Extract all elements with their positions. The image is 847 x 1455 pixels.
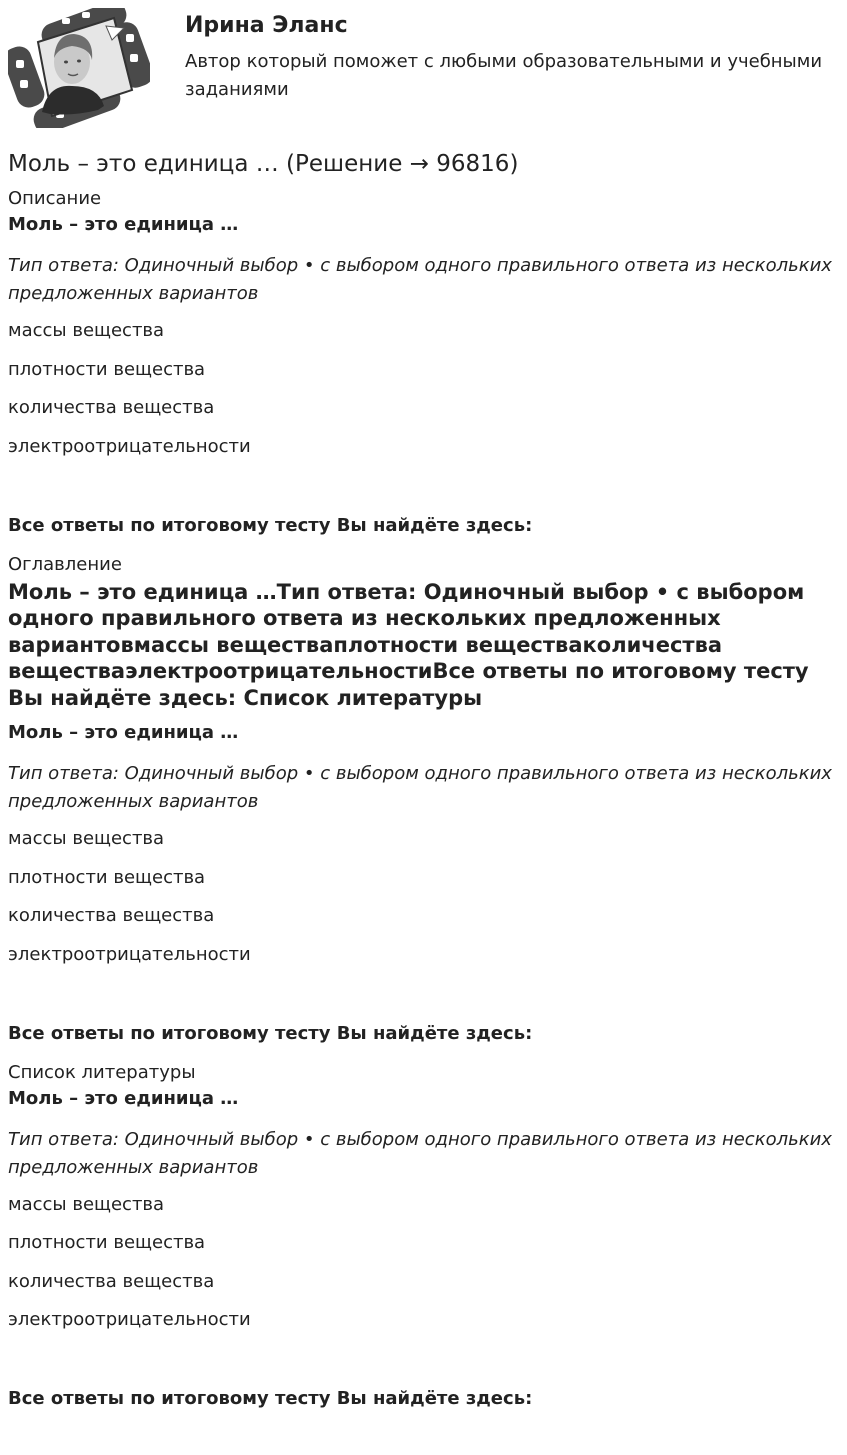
- author-avatar: [8, 8, 150, 128]
- answer-option: электроотрицательности: [8, 435, 251, 457]
- literature-section: [8, 1061, 838, 1412]
- all-answers-link[interactable]: Все ответы по итоговому тесту Вы найдёте здесь:: [8, 1022, 533, 1044]
- answer-type: Тип ответа: Одиночный выбор • с выбором одного правильного ответа из нескольких предложенных вариантов: [8, 1128, 832, 1178]
- question-title: Моль – это единица …: [8, 214, 239, 235]
- toc-heading: Моль – это единица …Тип ответа: Одиночный выбор • с выбором одного правильного ответа из нескольких предложенных вариантовмассы веществаплотности веществаколичества веществаэлектроотрицательностиВсе ответы по итоговому тесту Вы найдёте здесь: Список литературы: [8, 579, 809, 710]
- answer-option: электроотрицательности: [8, 1309, 251, 1330]
- section-label-description: Описание: [8, 188, 102, 209]
- author-info: [185, 12, 825, 104]
- answer-option: массы вещества: [8, 828, 165, 849]
- description-section: [8, 187, 838, 538]
- answer-type: Тип ответа: Одиночный выбор • с выбором одного правильного ответа из нескольких предложенных вариантов: [8, 255, 832, 304]
- answer-option: количества вещества: [8, 1270, 215, 1292]
- author-header: [8, 8, 838, 128]
- answer-type: Тип ответа: Одиночный выбор • с выбором одного правильного ответа из нескольких предложенных вариантов: [8, 763, 832, 812]
- question-title: Моль – это единица …: [8, 1087, 239, 1109]
- author-description: Автор который поможет с любыми образовательными и учебными заданиями: [185, 51, 823, 100]
- section-label-literature: Список литературы: [8, 1061, 196, 1083]
- section-label-toc: Оглавление: [8, 553, 122, 575]
- answer-option: количества вещества: [8, 905, 215, 926]
- answer-option: плотности вещества: [8, 1232, 206, 1253]
- question-title: Моль – это единица …: [8, 722, 239, 743]
- all-answers-link[interactable]: Все ответы по итоговому тесту Вы найдёте здесь:: [8, 514, 533, 536]
- answer-option: массы вещества: [8, 320, 165, 341]
- answer-option: плотности вещества: [8, 358, 206, 380]
- answer-option: электроотрицательности: [8, 943, 251, 965]
- toc-section: [8, 553, 838, 1046]
- author-name[interactable]: Ирина Эланс: [185, 13, 348, 38]
- main-content: [8, 146, 838, 1426]
- all-answers-link[interactable]: Все ответы по итоговому тесту Вы найдёте здесь:: [8, 1388, 533, 1409]
- answer-option: массы вещества: [8, 1193, 165, 1215]
- answer-option: плотности вещества: [8, 866, 206, 888]
- page-title: Моль – это единица … (Решение → 96816): [8, 151, 519, 177]
- answer-option: количества вещества: [8, 397, 215, 418]
